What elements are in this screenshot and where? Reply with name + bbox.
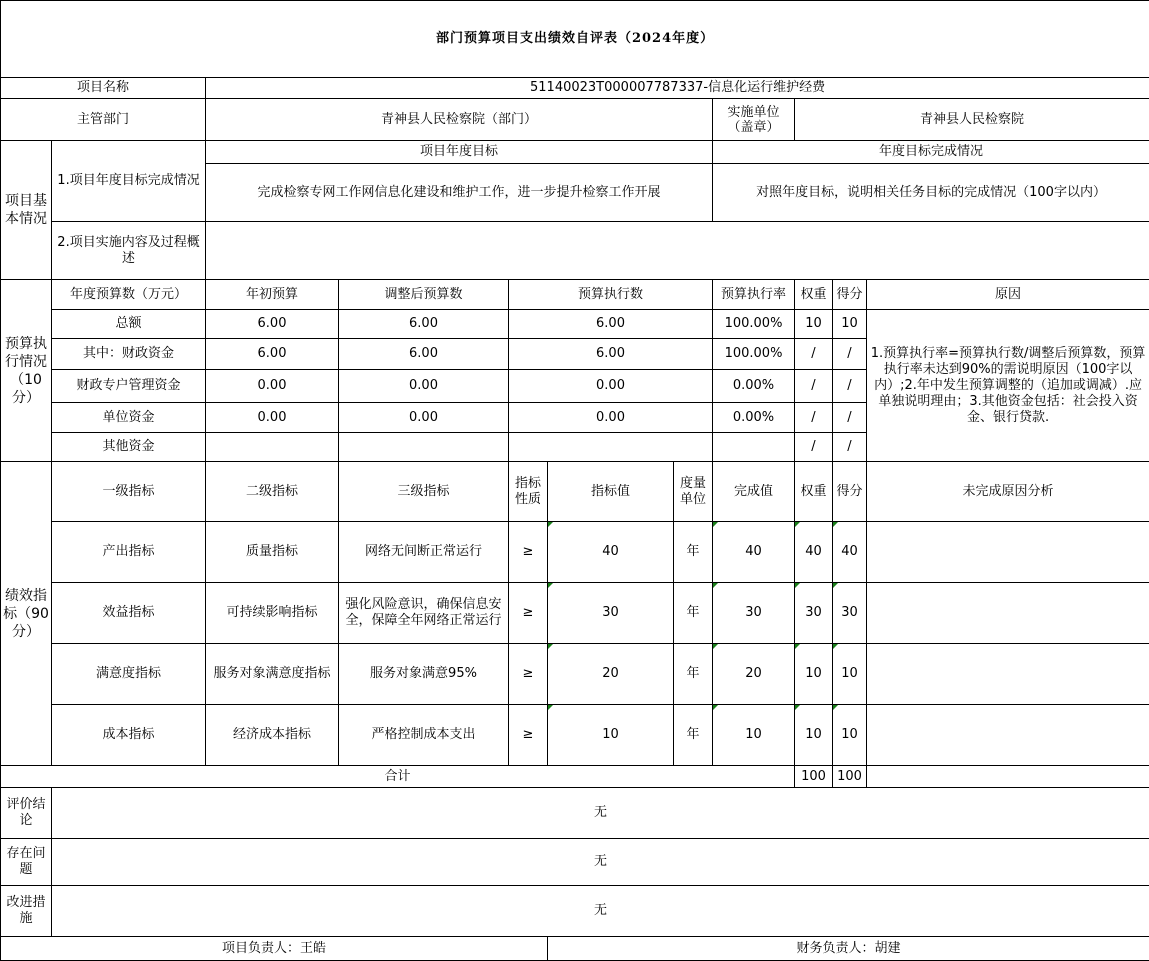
budget-row-initial[interactable]: 6.00 xyxy=(206,310,339,339)
budget-row-name: 单位资金 xyxy=(52,403,206,433)
performance-section-label: 绩效指标（90分） xyxy=(1,462,52,766)
goal-completion-label: 1.项目年度目标完成情况 xyxy=(52,141,206,222)
perf-weight[interactable]: 40 xyxy=(795,522,833,583)
process-overview-text[interactable] xyxy=(206,222,1149,280)
budget-row-initial[interactable]: 0.00 xyxy=(206,370,339,403)
budget-header-weight: 权重 xyxy=(795,280,833,310)
budget-reason-note[interactable]: 1.预算执行率=预算执行数/调整后预算数，预算执行率未达到90%的需说明原因（100字以内）;2.年中发生预算调整的（追加或调减）.应单独说明理由；3.其他资金包括：社会投入资金、银行贷款. xyxy=(867,310,1149,462)
basic-section-label: 项目基本情况 xyxy=(1,141,52,280)
problems-value[interactable]: 无 xyxy=(52,839,1149,886)
perf-weight[interactable]: 10 xyxy=(795,644,833,705)
budget-row-executed[interactable]: 0.00 xyxy=(509,370,713,403)
budget-row-score[interactable]: / xyxy=(833,370,867,403)
budget-row-score[interactable]: / xyxy=(833,403,867,433)
implementing-unit-label: 实施单位（盖章） xyxy=(713,99,795,141)
budget-row-executed[interactable]: 0.00 xyxy=(509,403,713,433)
budget-row-score[interactable]: 10 xyxy=(833,310,867,339)
budget-row-name: 其中：财政资金 xyxy=(52,339,206,370)
performance-row xyxy=(1,705,1149,766)
perf-score[interactable]: 10 xyxy=(833,644,867,705)
perf-weight[interactable]: 10 xyxy=(795,705,833,766)
total-weight: 100 xyxy=(795,766,833,788)
budget-row-rate[interactable]: 0.00% xyxy=(713,403,795,433)
perf-reason[interactable] xyxy=(867,705,1149,766)
perf-level2: 可持续影响指标 xyxy=(206,583,339,644)
perf-weight[interactable]: 30 xyxy=(795,583,833,644)
perf-score[interactable]: 30 xyxy=(833,583,867,644)
total-label: 合计 xyxy=(1,766,795,788)
budget-header-score: 得分 xyxy=(833,280,867,310)
budget-header-executed: 预算执行数 xyxy=(509,280,713,310)
budget-row-name: 总额 xyxy=(52,310,206,339)
perf-level3[interactable]: 网络无间断正常运行 xyxy=(339,522,509,583)
finance-lead: 财务负责人：胡建 xyxy=(548,937,1149,961)
perf-target[interactable]: 20 xyxy=(548,644,674,705)
perf-target[interactable]: 30 xyxy=(548,583,674,644)
perf-header-level2: 二级指标 xyxy=(206,462,339,522)
total-score: 100 xyxy=(833,766,867,788)
budget-row-rate[interactable] xyxy=(713,433,795,462)
budget-row-initial[interactable]: 6.00 xyxy=(206,339,339,370)
perf-reason[interactable] xyxy=(867,583,1149,644)
perf-level3[interactable]: 强化风险意识，确保信息安全，保障全年网络正常运行 xyxy=(339,583,509,644)
improvements-value[interactable]: 无 xyxy=(52,886,1149,937)
goal-completion-text[interactable]: 对照年度目标，说明相关任务目标的完成情况（100字以内） xyxy=(713,164,1149,222)
performance-row xyxy=(1,583,1149,644)
perf-level2: 服务对象满意度指标 xyxy=(206,644,339,705)
budget-row-weight[interactable]: / xyxy=(795,433,833,462)
budget-row-weight[interactable]: / xyxy=(795,370,833,403)
implementing-unit-value[interactable]: 青神县人民检察院 xyxy=(795,99,1149,141)
perf-level1: 成本指标 xyxy=(52,705,206,766)
perf-actual[interactable]: 20 xyxy=(713,644,795,705)
perf-header-level3: 三级指标 xyxy=(339,462,509,522)
perf-header-reason: 未完成原因分析 xyxy=(867,462,1149,522)
perf-unit[interactable]: 年 xyxy=(674,705,713,766)
perf-level1: 产出指标 xyxy=(52,522,206,583)
page-title: 部门预算项目支出绩效自评表（2024年度） xyxy=(1,1,1149,78)
budget-row-executed[interactable] xyxy=(509,433,713,462)
perf-unit[interactable]: 年 xyxy=(674,522,713,583)
annual-goal-header: 项目年度目标 xyxy=(206,141,713,164)
perf-actual[interactable]: 40 xyxy=(713,522,795,583)
budget-section-label: 预算执行情况（10分） xyxy=(1,280,52,462)
perf-unit[interactable]: 年 xyxy=(674,583,713,644)
perf-target[interactable]: 40 xyxy=(548,522,674,583)
department-value[interactable]: 青神县人民检察院（部门） xyxy=(206,99,713,141)
process-overview-label: 2.项目实施内容及过程概述 xyxy=(52,222,206,280)
perf-header-nature: 指标性质 xyxy=(509,462,548,522)
perf-level3[interactable]: 服务对象满意95% xyxy=(339,644,509,705)
perf-unit[interactable]: 年 xyxy=(674,644,713,705)
problems-label: 存在问题 xyxy=(1,839,52,886)
performance-row xyxy=(1,522,1149,583)
budget-header-annual: 年度预算数（万元） xyxy=(52,280,206,310)
budget-row-executed[interactable]: 6.00 xyxy=(509,339,713,370)
goal-completion-header: 年度目标完成情况 xyxy=(713,141,1149,164)
perf-level3[interactable]: 严格控制成本支出 xyxy=(339,705,509,766)
budget-row-adjusted[interactable] xyxy=(339,433,509,462)
budget-row-name: 其他资金 xyxy=(52,433,206,462)
perf-score[interactable]: 10 xyxy=(833,705,867,766)
perf-header-weight: 权重 xyxy=(795,462,833,522)
perf-header-unit: 度量单位 xyxy=(674,462,713,522)
improvements-label: 改进措施 xyxy=(1,886,52,937)
perf-nature[interactable]: ≥ xyxy=(509,644,548,705)
perf-nature[interactable]: ≥ xyxy=(509,705,548,766)
budget-row-weight[interactable]: / xyxy=(795,339,833,370)
budget-header-initial: 年初预算 xyxy=(206,280,339,310)
budget-row-adjusted[interactable]: 6.00 xyxy=(339,310,509,339)
perf-reason[interactable] xyxy=(867,644,1149,705)
perf-actual[interactable]: 10 xyxy=(713,705,795,766)
budget-row-rate[interactable]: 100.00% xyxy=(713,339,795,370)
budget-row-weight[interactable]: / xyxy=(795,403,833,433)
budget-row-adjusted[interactable]: 0.00 xyxy=(339,370,509,403)
budget-row-weight[interactable]: 10 xyxy=(795,310,833,339)
budget-row xyxy=(1,310,1149,339)
conclusion-value[interactable]: 无 xyxy=(52,788,1149,839)
budget-row-rate[interactable]: 0.00% xyxy=(713,370,795,403)
annual-goal-text[interactable]: 完成检察专网工作网信息化建设和维护工作，进一步提升检察工作开展 xyxy=(206,164,713,222)
budget-row-score[interactable]: / xyxy=(833,339,867,370)
perf-level2: 质量指标 xyxy=(206,522,339,583)
perf-header-actual: 完成值 xyxy=(713,462,795,522)
budget-row-initial[interactable] xyxy=(206,433,339,462)
perf-actual[interactable]: 30 xyxy=(713,583,795,644)
budget-row-name: 财政专户管理资金 xyxy=(52,370,206,403)
conclusion-label: 评价结论 xyxy=(1,788,52,839)
budget-header-rate: 预算执行率 xyxy=(713,280,795,310)
perf-header-target: 指标值 xyxy=(548,462,674,522)
perf-level1: 满意度指标 xyxy=(52,644,206,705)
project-lead: 项目负责人：王皓 xyxy=(1,937,548,961)
budget-row-rate[interactable]: 100.00% xyxy=(713,310,795,339)
perf-reason[interactable] xyxy=(867,522,1149,583)
perf-level2: 经济成本指标 xyxy=(206,705,339,766)
budget-row-executed[interactable]: 6.00 xyxy=(509,310,713,339)
department-label: 主管部门 xyxy=(1,99,206,141)
budget-header-adjusted: 调整后预算数 xyxy=(339,280,509,310)
perf-target[interactable]: 10 xyxy=(548,705,674,766)
budget-row-initial[interactable]: 0.00 xyxy=(206,403,339,433)
project-name-value[interactable]: 51140023T000007787337-信息化运行维护经费 xyxy=(206,78,1149,99)
perf-score[interactable]: 40 xyxy=(833,522,867,583)
perf-level1: 效益指标 xyxy=(52,583,206,644)
perf-nature[interactable]: ≥ xyxy=(509,583,548,644)
project-name-label: 项目名称 xyxy=(1,78,206,99)
perf-header-level1: 一级指标 xyxy=(52,462,206,522)
budget-row-score[interactable]: / xyxy=(833,433,867,462)
performance-row xyxy=(1,644,1149,705)
total-reason xyxy=(867,766,1149,788)
budget-header-reason: 原因 xyxy=(867,280,1149,310)
perf-nature[interactable]: ≥ xyxy=(509,522,548,583)
perf-header-score: 得分 xyxy=(833,462,867,522)
budget-row-adjusted[interactable]: 6.00 xyxy=(339,339,509,370)
budget-row-adjusted[interactable]: 0.00 xyxy=(339,403,509,433)
